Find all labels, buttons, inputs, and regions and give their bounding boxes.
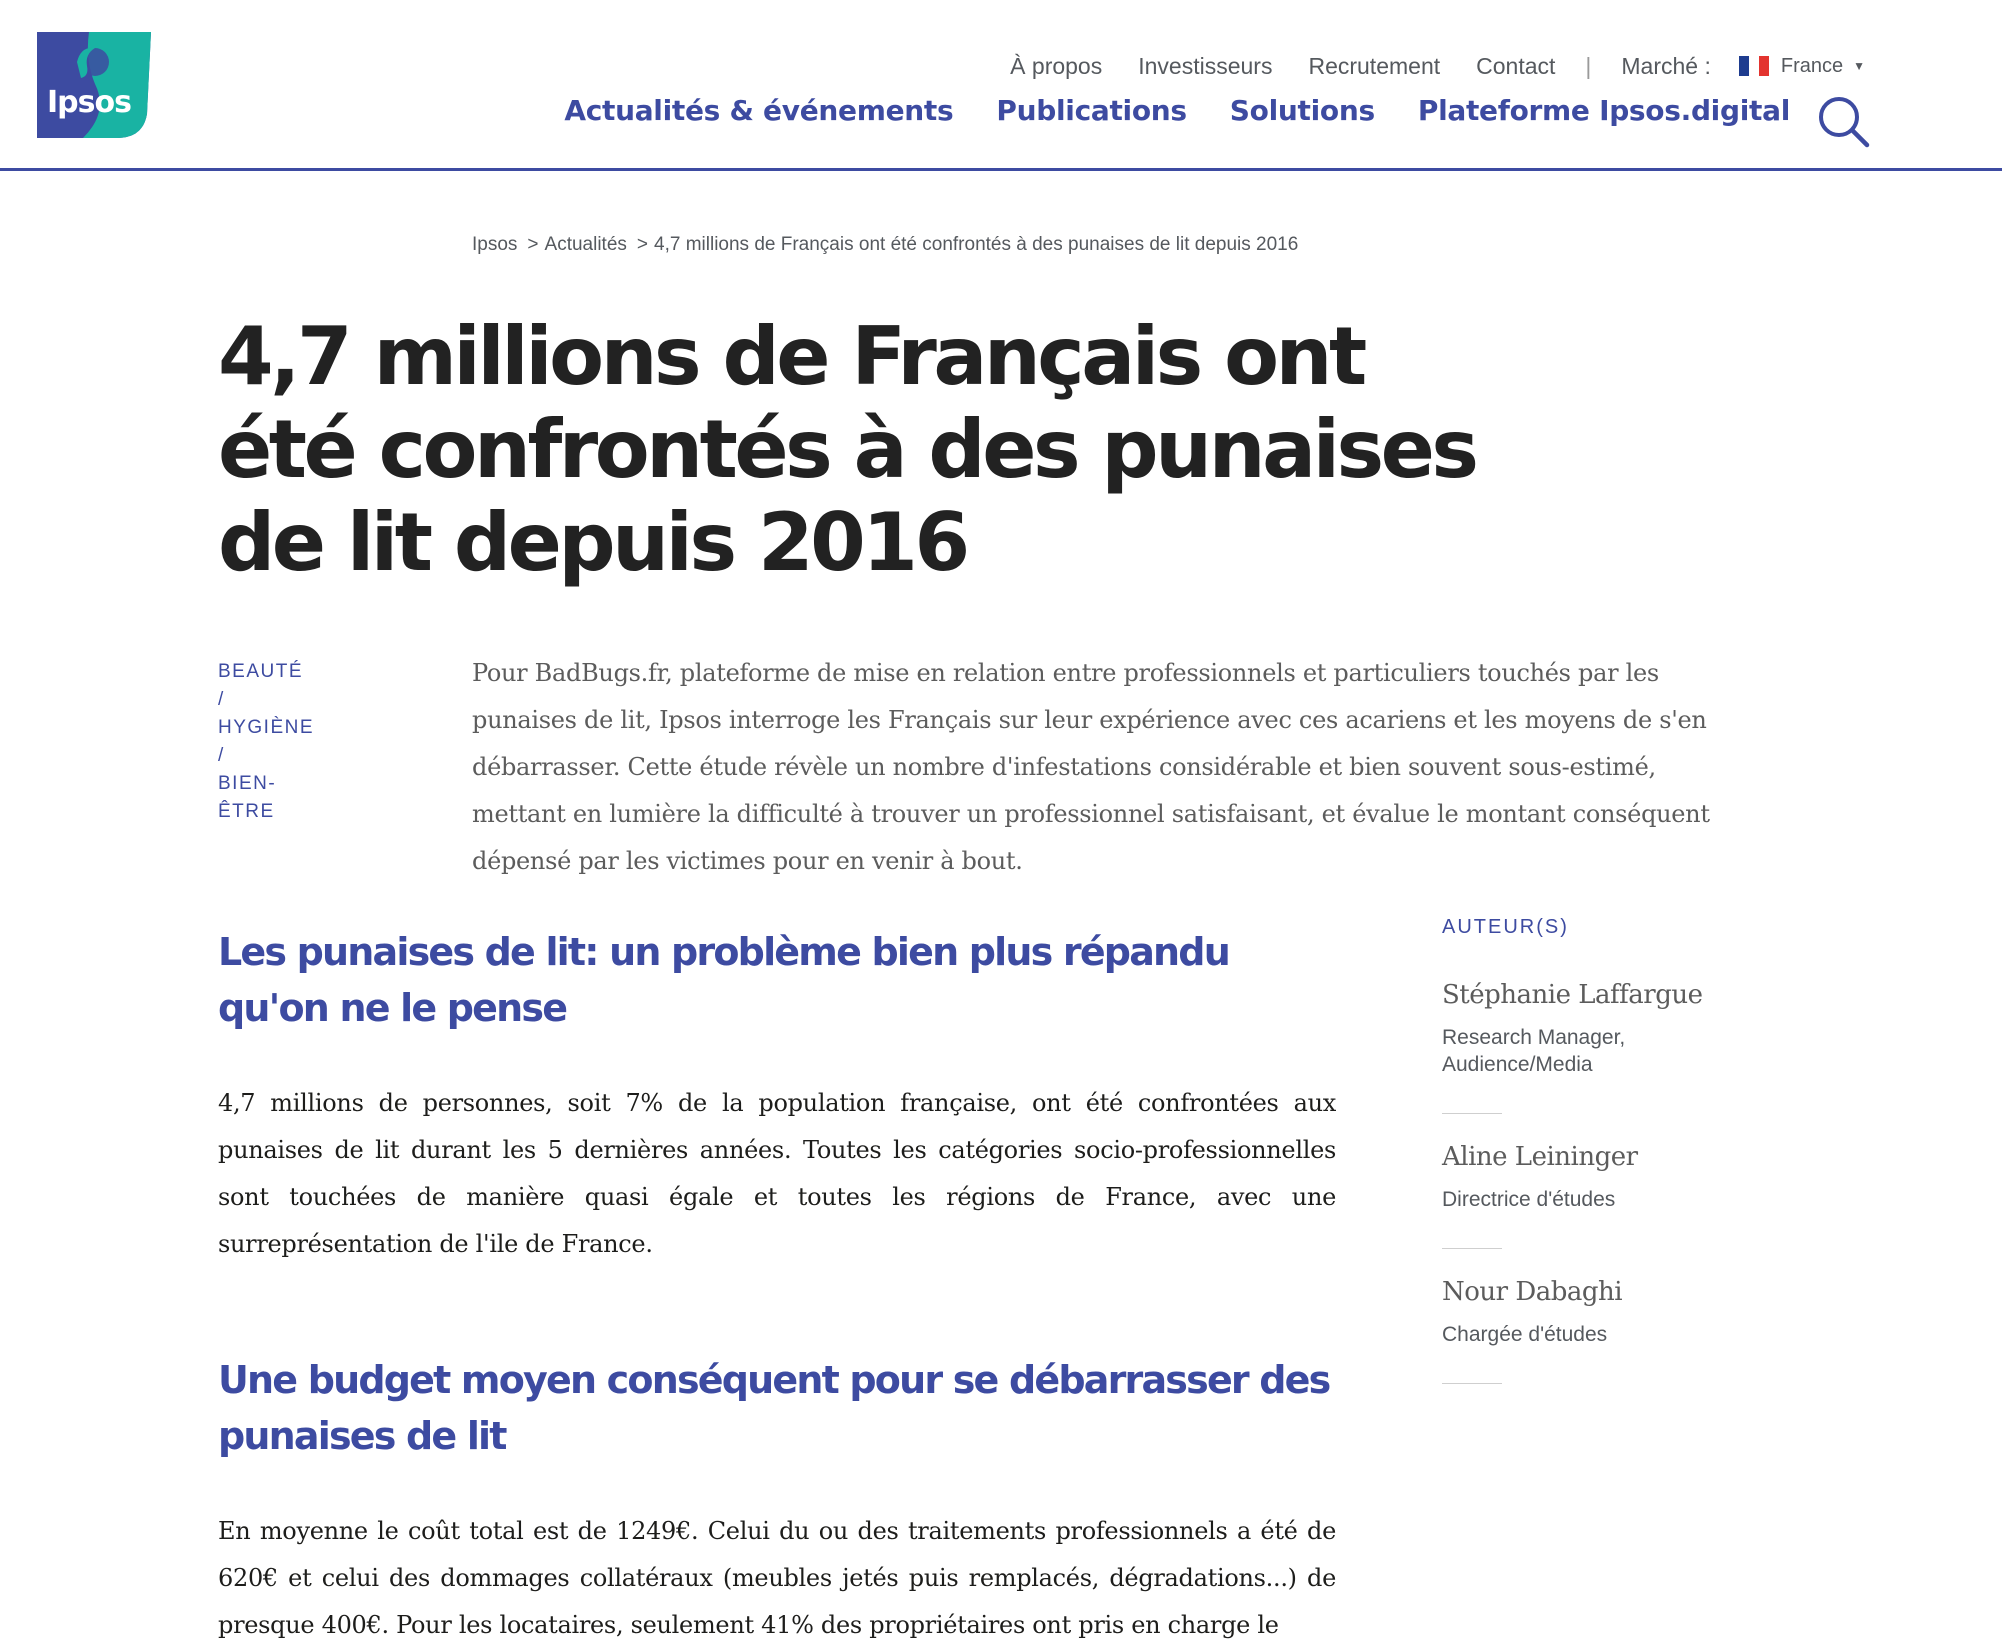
category-tag[interactable] [218,658,314,826]
svg-text:Ipsos: Ipsos [47,85,131,120]
category-part: ÊTRE [218,801,275,822]
top-link-investisseurs[interactable]: Investisseurs [1138,52,1273,79]
author-card [1442,980,1772,1078]
search-icon[interactable] [1817,95,1871,149]
nav-separator: | [1585,52,1592,79]
main-nav [521,94,1790,127]
author-card [1442,1277,1772,1348]
author-role: Research Manager, Audience/Media [1442,1026,1626,1076]
section-heading-2: Une budget moyen conséquent pour se débarrasser des punaises de lit [218,1358,1330,1458]
breadcrumb-separator: > [527,234,539,255]
category-part: BIEN- [218,773,277,794]
top-link-a-propos[interactable]: À propos [1010,52,1103,79]
utility-nav [974,48,1865,84]
breadcrumb-separator: > [636,234,649,255]
france-flag-icon [1739,56,1769,76]
section-heading-1: Les punaises de lit: un problème bien plus répandu qu'on ne le pense [218,930,1229,1030]
section-body-1: 4,7 millions de personnes, soit 7% de la population française, ont été confrontées aux punaises de lit durant les 5 dernières années. Toutes les catégories socio-professionnelles sont touchées de manière quasi égale et toutes les régions de France, avec une surreprésentation de l'ile de France. [218,1089,1336,1258]
breadcrumb-current: 4,7 millions de Français ont été confrontés à des punaises de lit depuis 2016 [654,234,1299,255]
category-part: / [218,745,225,766]
breadcrumb-actualites[interactable]: Actualités [544,234,627,255]
author-divider [1442,1113,1502,1114]
market-selected: France [1780,54,1844,77]
category-part: HYGIÈNE [218,717,315,738]
authors-label: AUTEUR(S) [1442,916,1569,938]
market-selector[interactable] [1711,55,1865,78]
category-part: BEAUTÉ [218,661,304,682]
category-part: / [218,689,225,710]
ipsos-logo[interactable] [37,32,151,138]
author-role: Directrice d'études [1442,1188,1616,1211]
caret-down-icon: ▼ [1853,59,1865,73]
author-role: Chargée d'études [1442,1323,1608,1346]
breadcrumb [472,234,1298,256]
nav-publications[interactable]: Publications [996,94,1187,127]
author-divider [1442,1383,1502,1384]
top-link-recrutement[interactable]: Recrutement [1308,52,1441,79]
page-title: 4,7 millions de Français ont été confrontés à des punaises de lit depuis 2016 [218,310,1476,589]
nav-actualites[interactable]: Actualités & événements [564,94,954,127]
nav-solutions[interactable]: Solutions [1229,94,1375,127]
author-divider [1442,1248,1502,1249]
section-body-2: En moyenne le coût total est de 1249€. Celui du ou des traitements professionnels a été de 620€ et celui des dommages collatéraux (meubles jetés puis remplacés, dégradations...) de presque 400€. Pour les locataires, seulement 41% des propriétaires ont pris en charge le [218,1517,1336,1639]
top-link-contact[interactable]: Contact [1476,52,1556,79]
author-name[interactable]: Nour Dabaghi [1442,1277,1623,1307]
nav-plateforme[interactable]: Plateforme Ipsos.digital [1417,94,1790,127]
breadcrumb-ipsos[interactable]: Ipsos [472,234,518,255]
author-name[interactable]: Aline Leininger [1442,1142,1638,1172]
market-label: Marché : [1621,52,1711,79]
author-card [1442,1142,1772,1213]
author-name[interactable]: Stéphanie Laffargue [1442,980,1703,1010]
intro-paragraph: Pour BadBugs.fr, plateforme de mise en relation entre professionnels et particuliers touchés par les punaises de lit, Ipsos interroge les Français sur leur expérience avec ces acariens et les moyens de s'en débarrasser. Cette étude révèle un nombre d'infestations considérable et bien souvent sous-estimé, mettant en lumière la difficulté à trouver un professionnel satisfaisant, et évalue le montant conséquent dépensé par les victimes pour en venir à bout. [472,659,1710,875]
site-header [0,0,2002,171]
